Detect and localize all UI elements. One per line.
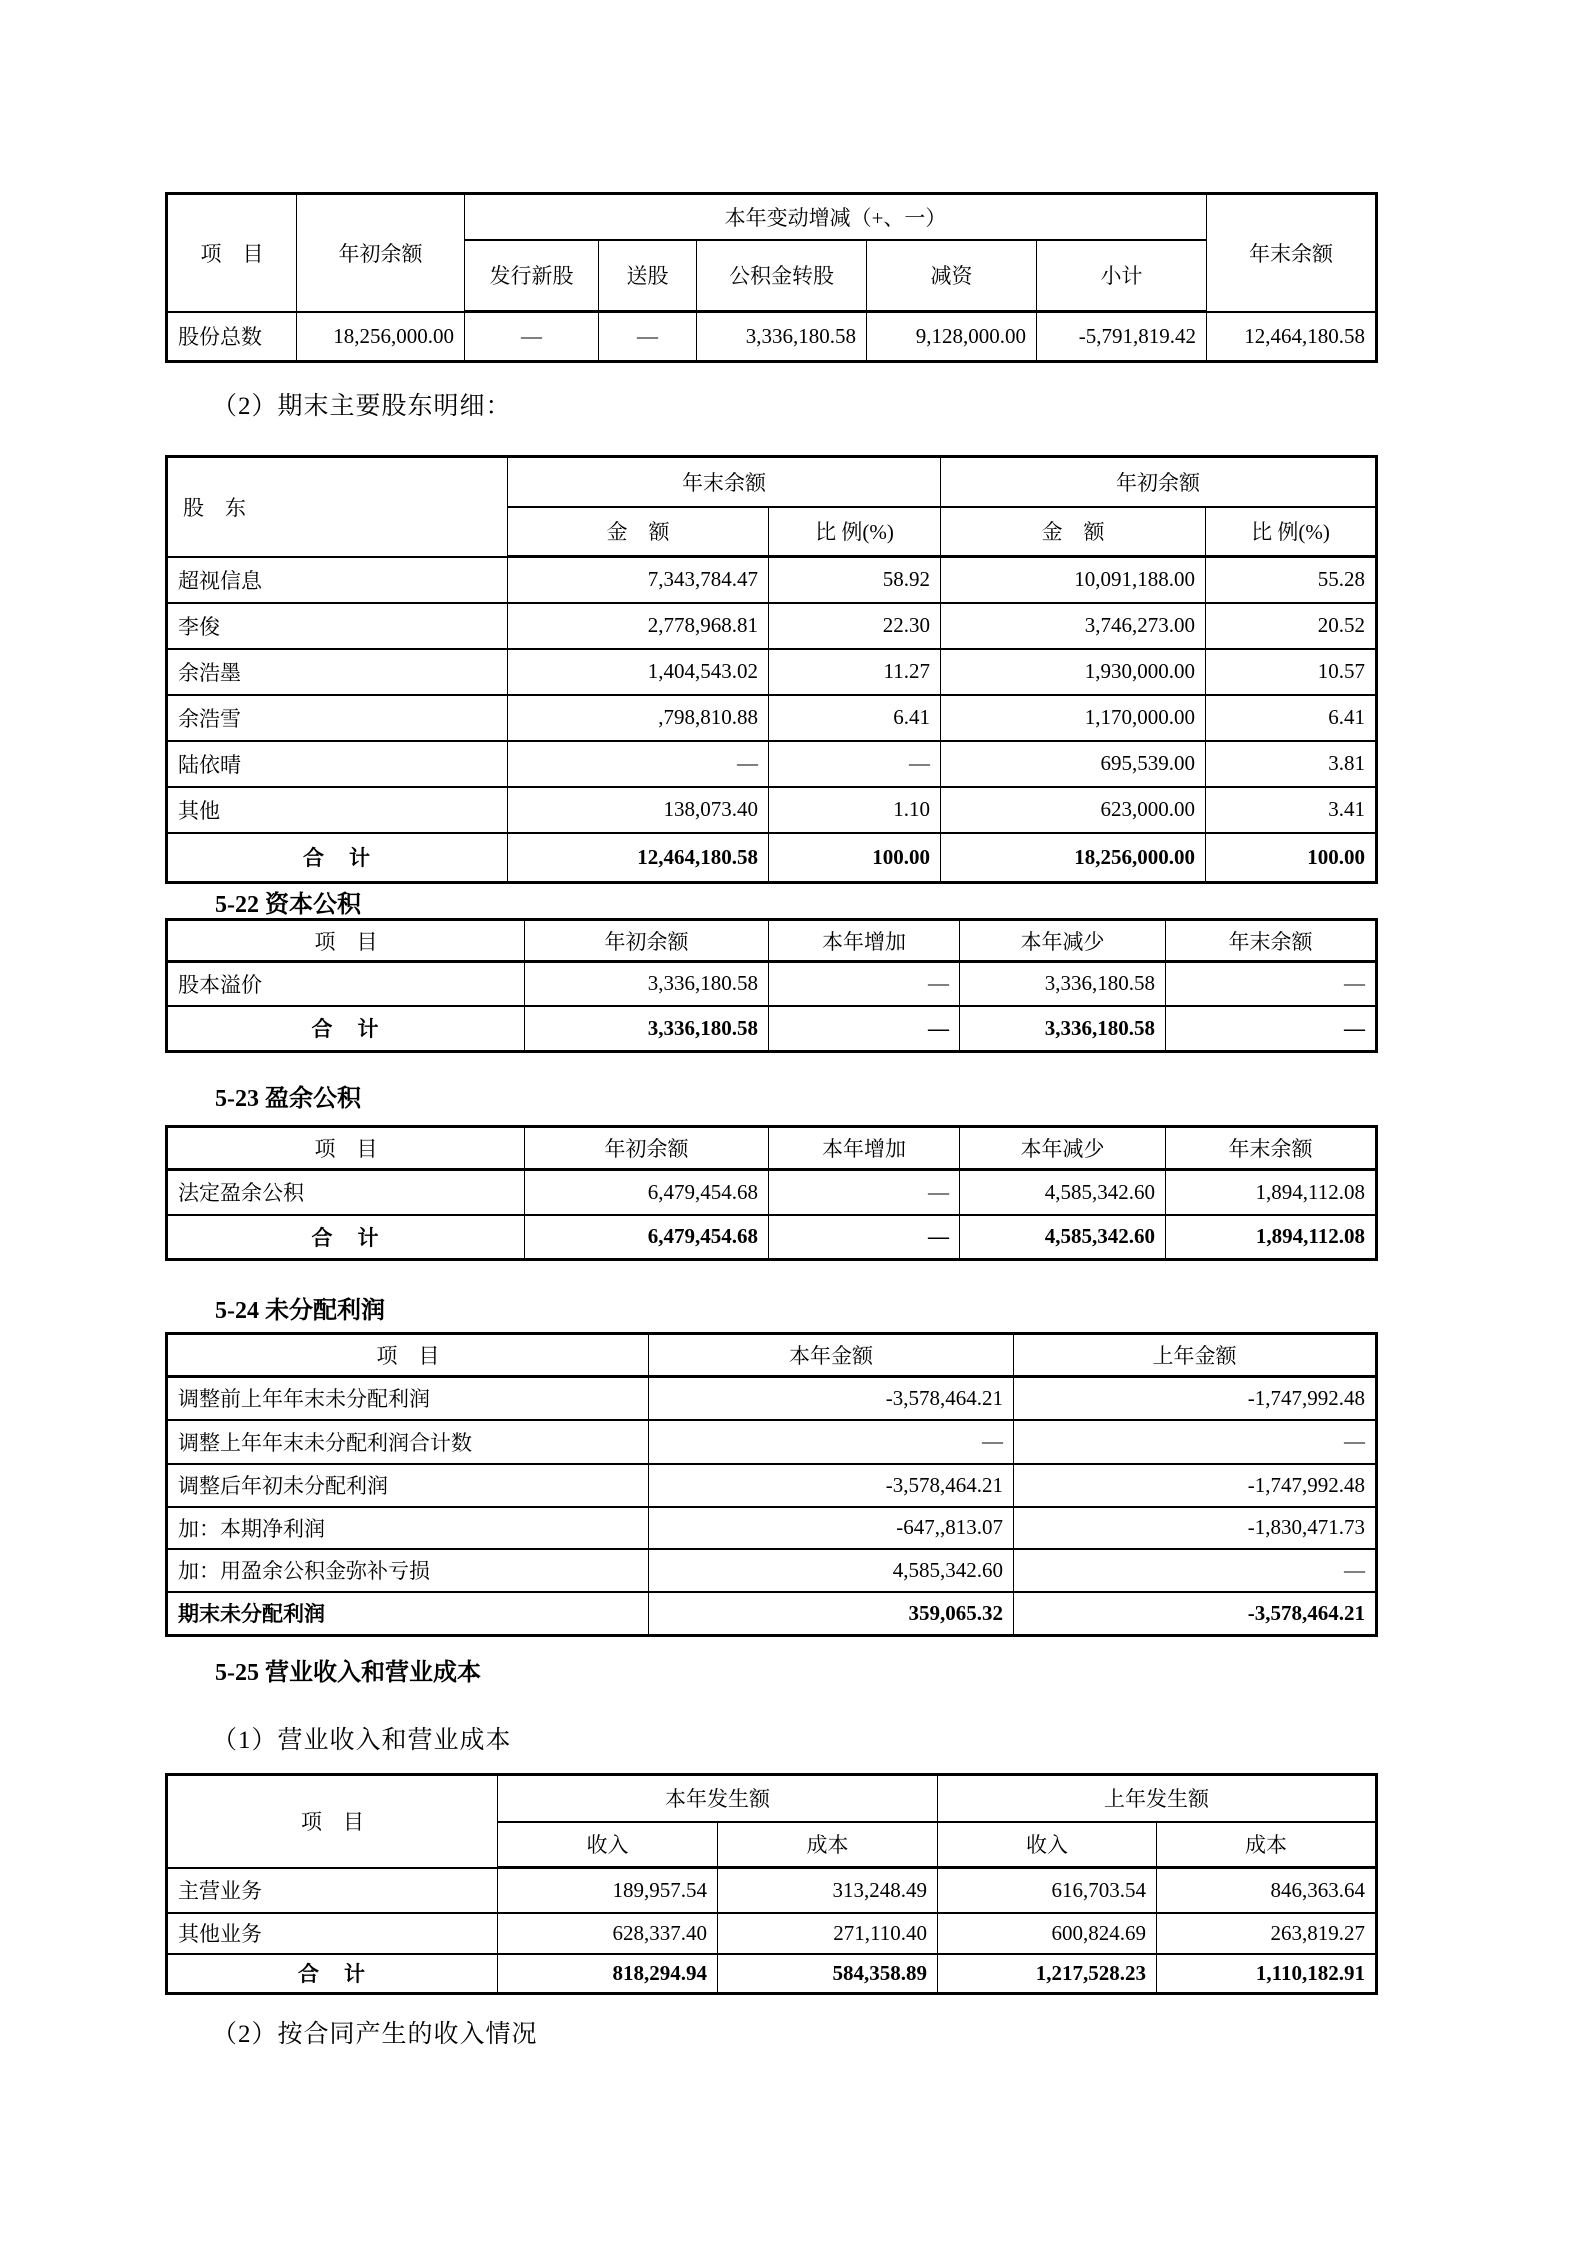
data-cell: 1,110,182.91 xyxy=(1157,1954,1377,1994)
data-cell: 628,337.40 xyxy=(498,1913,718,1954)
data-cell: 6.41 xyxy=(1206,695,1377,741)
header-cell: 送股 xyxy=(599,240,697,312)
data-cell: 1,930,000.00 xyxy=(941,649,1206,695)
table-row xyxy=(167,695,1377,741)
header-cell: 收入 xyxy=(938,1822,1157,1868)
header-cell: 项 目 xyxy=(167,920,525,962)
data-cell: -3,578,464.21 xyxy=(649,1464,1014,1507)
shareholders-table xyxy=(165,455,1378,884)
data-cell: -3,578,464.21 xyxy=(649,1377,1014,1420)
total-row xyxy=(167,833,1377,883)
data-cell: 9,128,000.00 xyxy=(867,312,1037,362)
data-cell: 陆依晴 xyxy=(167,741,508,787)
header-cell: 年末余额 xyxy=(1166,1127,1377,1170)
header-cell: 项 目 xyxy=(167,1334,649,1377)
table-row xyxy=(167,1868,1377,1913)
data-cell: — xyxy=(508,741,769,787)
data-cell: 主营业务 xyxy=(167,1868,498,1913)
header-cell: 本年变动增减（+、一） xyxy=(465,194,1207,240)
data-cell: 584,358.89 xyxy=(718,1954,938,1994)
header-cell: 上年金额 xyxy=(1014,1334,1377,1377)
table-row xyxy=(167,1464,1377,1507)
data-cell: 138,073.40 xyxy=(508,787,769,833)
data-cell: 6.41 xyxy=(769,695,941,741)
data-cell: ,798,810.88 xyxy=(508,695,769,741)
data-cell: — xyxy=(769,741,941,787)
header-cell: 收入 xyxy=(498,1822,718,1868)
data-cell: 359,065.32 xyxy=(649,1592,1014,1636)
data-cell: 600,824.69 xyxy=(938,1913,1157,1954)
data-cell: 调整前上年年末未分配利润 xyxy=(167,1377,649,1420)
surplus-reserve-table xyxy=(165,1125,1378,1261)
data-cell: 3,336,180.58 xyxy=(960,962,1166,1006)
table-row xyxy=(167,741,1377,787)
header-cell: 比 例(%) xyxy=(1206,507,1377,557)
data-cell: 695,539.00 xyxy=(941,741,1206,787)
data-cell: 1,217,528.23 xyxy=(938,1954,1157,1994)
data-cell: 22.30 xyxy=(769,603,941,649)
data-cell: 调整上年年末未分配利润合计数 xyxy=(167,1420,649,1464)
section-heading-5-23: 5-23 盈余公积 xyxy=(215,1086,361,1112)
header-cell: 成本 xyxy=(718,1822,938,1868)
header-row xyxy=(167,1127,1377,1170)
header-cell: 本年增加 xyxy=(769,920,960,962)
data-cell: 余浩墨 xyxy=(167,649,508,695)
header-cell: 成本 xyxy=(1157,1822,1377,1868)
data-cell: 10,091,188.00 xyxy=(941,557,1206,603)
table-row xyxy=(167,1507,1377,1549)
data-cell: 616,703.54 xyxy=(938,1868,1157,1913)
header-cell: 金 额 xyxy=(941,507,1206,557)
section-heading-5-25: 5-25 营业收入和营业成本 xyxy=(215,1660,481,1686)
header-cell: 减资 xyxy=(867,240,1037,312)
data-cell: 3,336,180.58 xyxy=(697,312,867,362)
data-cell: 846,363.64 xyxy=(1157,1868,1377,1913)
data-cell: 18,256,000.00 xyxy=(297,312,465,362)
data-cell: 4,585,342.60 xyxy=(960,1170,1166,1215)
data-cell: -3,578,464.21 xyxy=(1014,1592,1377,1636)
table-row xyxy=(167,1913,1377,1954)
header-cell: 股 东 xyxy=(167,457,508,557)
header-cell: 本年金额 xyxy=(649,1334,1014,1377)
data-cell: 1,170,000.00 xyxy=(941,695,1206,741)
data-cell: — xyxy=(1166,962,1377,1006)
header-cell: 发行新股 xyxy=(465,240,599,312)
table-row xyxy=(167,1170,1377,1215)
header-row xyxy=(167,194,1377,240)
header-cell: 本年增加 xyxy=(769,1127,960,1170)
data-cell: — xyxy=(769,962,960,1006)
data-cell: 3,746,273.00 xyxy=(941,603,1206,649)
header-cell: 年末余额 xyxy=(1166,920,1377,962)
header-row xyxy=(167,457,1377,507)
data-cell: 3.41 xyxy=(1206,787,1377,833)
data-cell: 其他业务 xyxy=(167,1913,498,1954)
data-cell: 6,479,454.68 xyxy=(525,1170,769,1215)
header-cell: 年初余额 xyxy=(525,1127,769,1170)
data-cell: 12,464,180.58 xyxy=(1207,312,1377,362)
header-cell: 项 目 xyxy=(167,194,297,312)
share-capital-change-table xyxy=(165,192,1378,363)
table-row xyxy=(167,603,1377,649)
data-cell: 合 计 xyxy=(167,833,508,883)
table-row xyxy=(167,312,1377,362)
data-cell: 超视信息 xyxy=(167,557,508,603)
header-cell: 本年发生额 xyxy=(498,1775,938,1822)
data-cell: -1,830,471.73 xyxy=(1014,1507,1377,1549)
data-cell: 3,336,180.58 xyxy=(525,1006,769,1052)
data-cell: 58.92 xyxy=(769,557,941,603)
data-cell: 20.52 xyxy=(1206,603,1377,649)
data-cell: — xyxy=(465,312,599,362)
data-cell: 189,957.54 xyxy=(498,1868,718,1913)
header-row xyxy=(167,1775,1377,1822)
data-cell: — xyxy=(1014,1549,1377,1592)
data-cell: 期末未分配利润 xyxy=(167,1592,649,1636)
header-cell: 金 额 xyxy=(508,507,769,557)
data-cell: 271,110.40 xyxy=(718,1913,938,1954)
data-cell: 1,894,112.08 xyxy=(1166,1215,1377,1260)
table-row xyxy=(167,557,1377,603)
table-row xyxy=(167,1549,1377,1592)
header-cell: 本年减少 xyxy=(960,920,1166,962)
data-cell: 股本溢价 xyxy=(167,962,525,1006)
data-cell: 1,404,543.02 xyxy=(508,649,769,695)
data-cell: 4,585,342.60 xyxy=(649,1549,1014,1592)
data-cell: 1.10 xyxy=(769,787,941,833)
data-cell: 其他 xyxy=(167,787,508,833)
data-cell: 4,585,342.60 xyxy=(960,1215,1166,1260)
header-cell: 年末余额 xyxy=(1207,194,1377,312)
data-cell: -5,791,819.42 xyxy=(1037,312,1207,362)
header-row xyxy=(167,1334,1377,1377)
header-cell: 比 例(%) xyxy=(769,507,941,557)
data-cell: 6,479,454.68 xyxy=(525,1215,769,1260)
revenue-caption-1: （1）营业收入和营业成本 xyxy=(212,1727,512,1754)
data-cell: 12,464,180.58 xyxy=(508,833,769,883)
data-cell: 3.81 xyxy=(1206,741,1377,787)
data-cell: 余浩雪 xyxy=(167,695,508,741)
section-heading-5-22: 5-22 资本公积 xyxy=(215,892,361,918)
data-cell: 818,294.94 xyxy=(498,1954,718,1994)
data-cell: 10.57 xyxy=(1206,649,1377,695)
table-row xyxy=(167,787,1377,833)
shareholders-caption: （2）期末主要股东明细： xyxy=(212,393,512,420)
total-row xyxy=(167,1215,1377,1260)
table-row xyxy=(167,1420,1377,1464)
data-cell: 623,000.00 xyxy=(941,787,1206,833)
data-cell: 合 计 xyxy=(167,1954,498,1994)
data-cell: 18,256,000.00 xyxy=(941,833,1206,883)
header-cell: 年末余额 xyxy=(508,457,941,507)
retained-earnings-table xyxy=(165,1332,1378,1637)
data-cell: 11.27 xyxy=(769,649,941,695)
data-cell: — xyxy=(599,312,697,362)
header-cell: 项 目 xyxy=(167,1127,525,1170)
data-cell: 100.00 xyxy=(769,833,941,883)
data-cell: 313,248.49 xyxy=(718,1868,938,1913)
data-cell: -1,747,992.48 xyxy=(1014,1377,1377,1420)
data-cell: 100.00 xyxy=(1206,833,1377,883)
header-cell: 小计 xyxy=(1037,240,1207,312)
header-cell: 年初余额 xyxy=(941,457,1377,507)
data-cell: 加：用盈余公积金弥补亏损 xyxy=(167,1549,649,1592)
data-cell: — xyxy=(769,1215,960,1260)
header-cell: 本年减少 xyxy=(960,1127,1166,1170)
data-cell: — xyxy=(649,1420,1014,1464)
header-cell: 年初余额 xyxy=(525,920,769,962)
capital-reserve-table xyxy=(165,918,1378,1053)
data-cell: — xyxy=(1166,1006,1377,1052)
revenue-caption-2: （2）按合同产生的收入情况 xyxy=(212,2021,538,2048)
data-cell: 法定盈余公积 xyxy=(167,1170,525,1215)
header-cell: 上年发生额 xyxy=(938,1775,1377,1822)
data-cell: 3,336,180.58 xyxy=(525,962,769,1006)
total-row xyxy=(167,1592,1377,1636)
revenue-cost-table xyxy=(165,1773,1378,1995)
data-cell: 3,336,180.58 xyxy=(960,1006,1166,1052)
table-row xyxy=(167,962,1377,1006)
total-row xyxy=(167,1954,1377,1994)
data-cell: — xyxy=(1014,1420,1377,1464)
table-row xyxy=(167,649,1377,695)
data-cell: -1,747,992.48 xyxy=(1014,1464,1377,1507)
data-cell: -647,,813.07 xyxy=(649,1507,1014,1549)
data-cell: 调整后年初未分配利润 xyxy=(167,1464,649,1507)
data-cell: 263,819.27 xyxy=(1157,1913,1377,1954)
data-cell: 股份总数 xyxy=(167,312,297,362)
header-row xyxy=(167,920,1377,962)
data-cell: 1,894,112.08 xyxy=(1166,1170,1377,1215)
data-cell: — xyxy=(769,1006,960,1052)
table-row xyxy=(167,1377,1377,1420)
header-cell: 项 目 xyxy=(167,1775,498,1868)
section-heading-5-24: 5-24 未分配利润 xyxy=(215,1298,385,1324)
data-cell: 2,778,968.81 xyxy=(508,603,769,649)
data-cell: — xyxy=(769,1170,960,1215)
header-cell: 年初余额 xyxy=(297,194,465,312)
data-cell: 合 计 xyxy=(167,1006,525,1052)
total-row xyxy=(167,1006,1377,1052)
data-cell: 合 计 xyxy=(167,1215,525,1260)
data-cell: 7,343,784.47 xyxy=(508,557,769,603)
data-cell: 55.28 xyxy=(1206,557,1377,603)
data-cell: 加：本期净利润 xyxy=(167,1507,649,1549)
data-cell: 李俊 xyxy=(167,603,508,649)
header-cell: 公积金转股 xyxy=(697,240,867,312)
